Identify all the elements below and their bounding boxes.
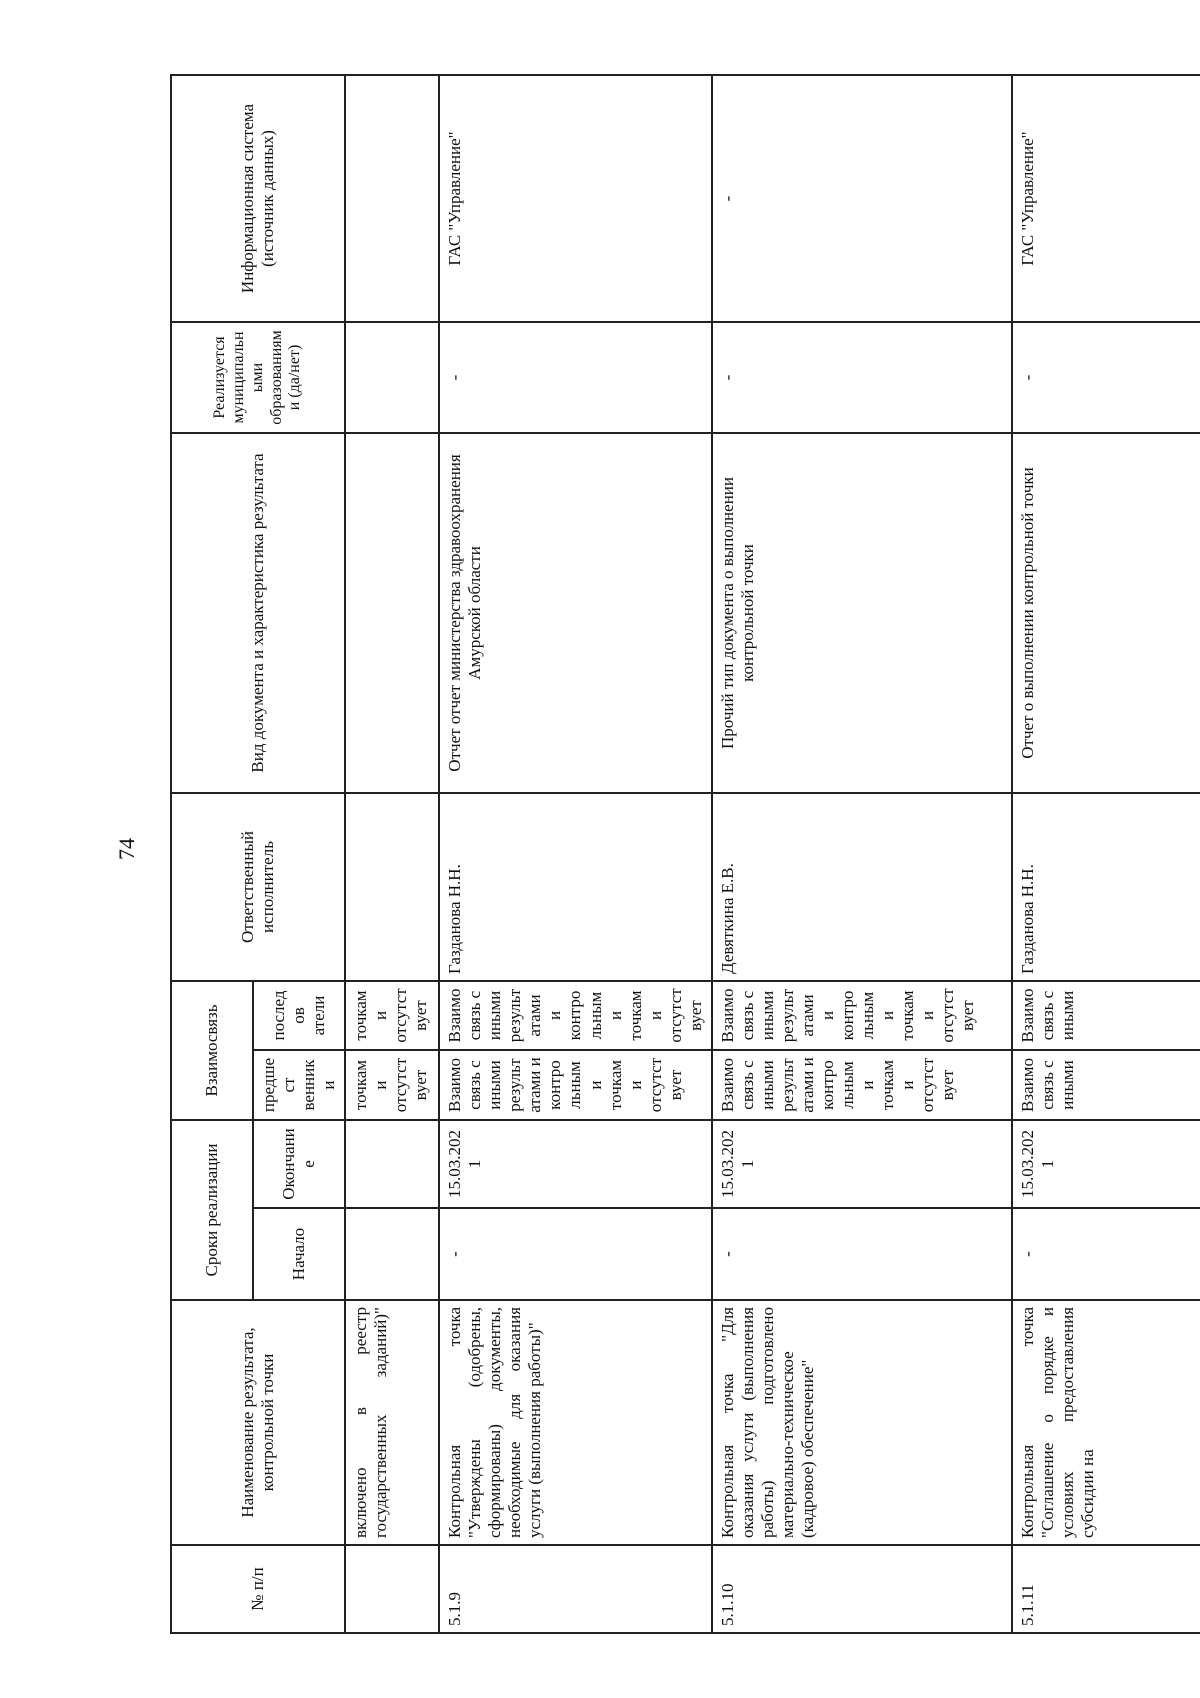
row-name: Контрольная точка "Соглашение о порядке и условиях предоставления субсидии на (1012, 1300, 1200, 1545)
row-executor: Газданова Н.Н. (1012, 793, 1200, 981)
row-municipal: - (1012, 322, 1200, 433)
row-end (345, 1120, 439, 1208)
table-row (712, 75, 1012, 1633)
row-info: ГАС "Управление" (1012, 75, 1200, 322)
row-executor (345, 793, 439, 981)
row-num: 5.1.11 (1012, 1545, 1200, 1633)
page-number: 74 (114, 838, 139, 860)
row-municipal: - (712, 322, 1012, 433)
row-doc: Отчет отчет министерства здравоохранения Амурской области (439, 433, 712, 793)
row-num: 5.1.9 (439, 1545, 712, 1633)
row-successors: Взаимосвязь с иными результатами и контрольными точками отсутствует (712, 981, 1012, 1050)
table-row (1012, 75, 1200, 1633)
row-executor: Газданова Н.Н. (439, 793, 712, 981)
row-start (345, 1208, 439, 1300)
row-info: - (712, 75, 1012, 322)
header-terms: Сроки реализации (171, 1120, 253, 1300)
row-municipal (345, 322, 439, 433)
row-successors: Взаимосвязь с иными (1012, 981, 1200, 1050)
header-start: Начало (253, 1208, 345, 1300)
row-end: 15.03.2021 (712, 1120, 1012, 1208)
table-row (439, 75, 712, 1633)
row-start: - (439, 1208, 712, 1300)
row-predecessors: Взаимосвязь с иными результатами и контрольными точками отсутствует (712, 1050, 1012, 1120)
row-municipal: - (439, 322, 712, 433)
header-info-system: Информационная система (источник данных) (171, 75, 345, 322)
header-num: № п/п (171, 1545, 345, 1633)
row-info: ГАС "Управление" (439, 75, 712, 322)
header-relation: Взаимосвязь (171, 981, 253, 1120)
row-successors: Взаимосвязь с иными результатами и контрольными точками отсутствует (439, 981, 712, 1050)
header-predecessors: предшест венники (253, 1050, 345, 1120)
row-num (345, 1545, 439, 1633)
row-start: - (712, 1208, 1012, 1300)
header-name: Наименование результата, контрольной точки (171, 1300, 345, 1545)
header-successors: последов атели (253, 981, 345, 1050)
header-executor: Ответственный исполнитель (171, 793, 345, 981)
row-successors: точками отсутствует (345, 981, 439, 1050)
rotated-table-container (170, 76, 1172, 1634)
row-end: 15.03.2021 (439, 1120, 712, 1208)
row-doc: Отчет о выполнении контрольной точки (1012, 433, 1200, 793)
header-municipal: Реализуется муниципальными образованиями (да/нет) (171, 322, 345, 433)
row-predecessors: Взаимосвязь с иными (1012, 1050, 1200, 1120)
header-end: Окончание (253, 1120, 345, 1208)
row-predecessors: точками отсутствует (345, 1050, 439, 1120)
row-doc (345, 433, 439, 793)
row-executor: Девяткина Е.В. (712, 793, 1012, 981)
row-info (345, 75, 439, 322)
row-doc: Прочий тип документа о выполнении контрольной точки (712, 433, 1012, 793)
row-num: 5.1.10 (712, 1545, 1012, 1633)
row-name: включено в реестр государственных заданий)" (345, 1300, 439, 1545)
row-start: - (1012, 1208, 1200, 1300)
row-end: 15.03.2021 (1012, 1120, 1200, 1208)
control-points-table (170, 74, 1200, 1634)
row-name: Контрольная точка "Для оказания услуги (выполнения работы) подготовлено материально-техническое (кадровое) обеспечение" (712, 1300, 1012, 1545)
table-row (345, 75, 439, 1633)
row-name: Контрольная точка "Утверждены (одобрены, сформированы) документы, необходимые для оказания услуги (выполнения работы)" (439, 1300, 712, 1545)
header-doc-type: Вид документа и характеристика результата (171, 433, 345, 793)
row-predecessors: Взаимосвязь с иными результатами и контрольными точками отсутствует (439, 1050, 712, 1120)
